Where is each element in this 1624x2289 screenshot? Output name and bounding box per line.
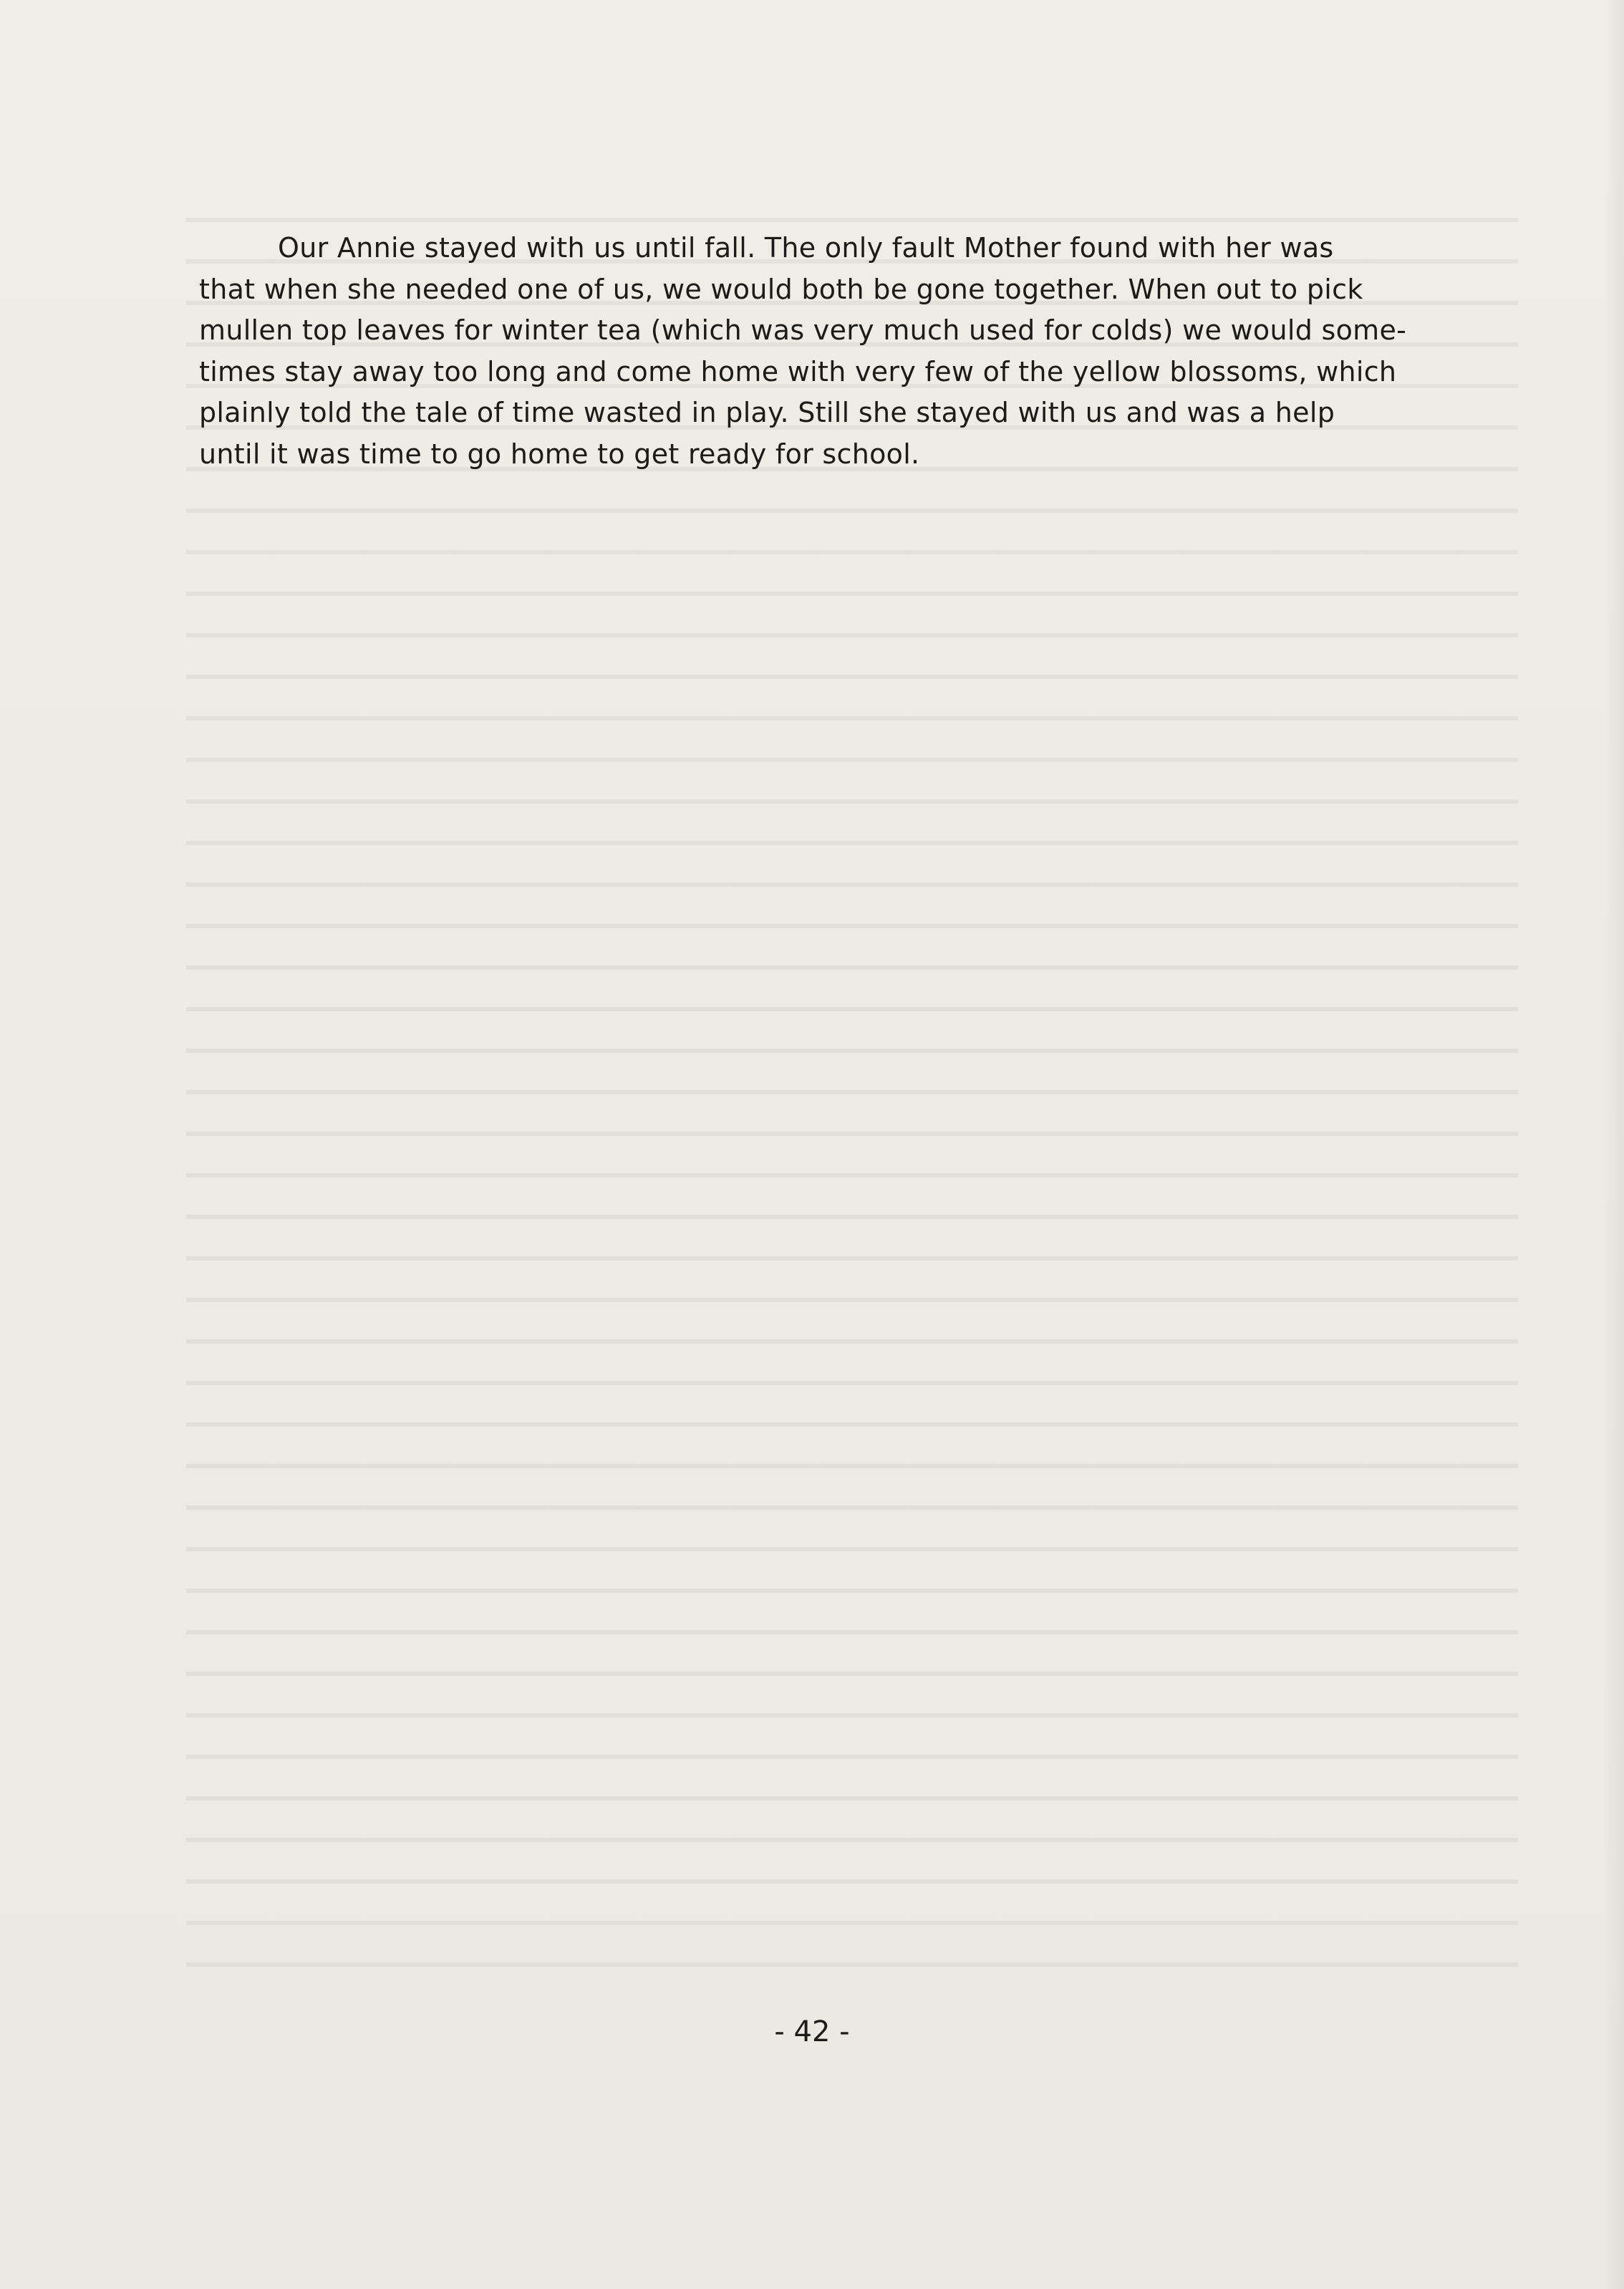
body-paragraph [199,228,1541,476]
paragraph-line: times stay away too long and come home with very few of the yellow blossoms, which [199,355,1397,387]
paragraph-line: plainly told the tale of time wasted in play. Still she stayed with us and was a help [199,397,1335,429]
paragraph-line: until it was time to go home to get ready for school. [199,438,920,470]
page-number: - 42 - [774,2015,850,2048]
page-edge-shadow [1604,0,1624,2289]
paragraph-line: Our Annie stayed with us until fall. The only fault Mother found with her was [278,232,1334,264]
paragraph-line: mullen top leaves for winter tea (which was very much used for colds) we would some- [199,314,1407,347]
paragraph-line: that when she needed one of us, we would both be gone together. When out to pick [199,273,1363,305]
